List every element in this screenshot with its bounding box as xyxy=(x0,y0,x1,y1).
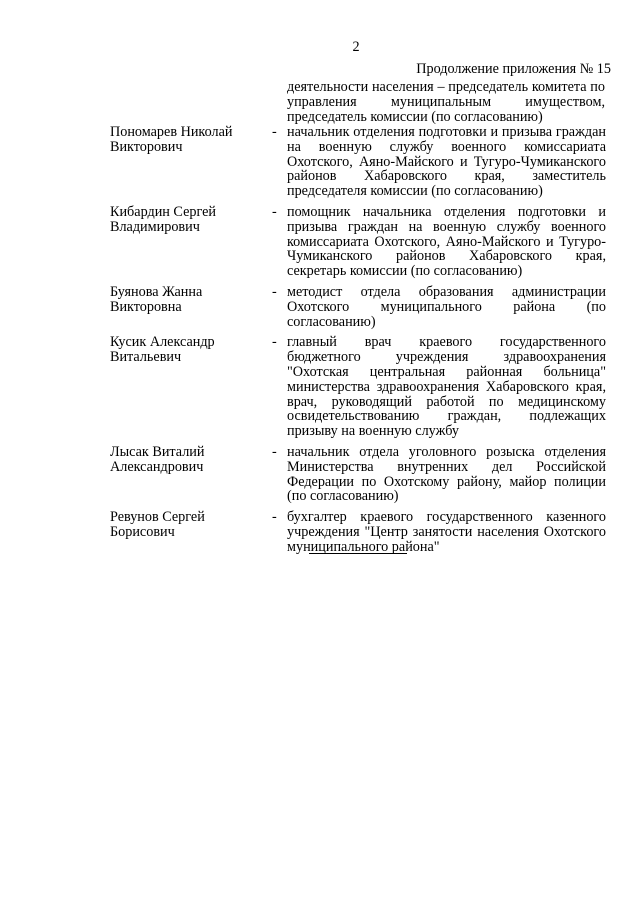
member-patronymic: Александрович xyxy=(110,458,204,475)
member-role: начальник отдела уголовного розыска отделения Министерства внутренних дел Российской Федерации по Охотскому району, майор полиции (по согласованию) xyxy=(287,443,606,505)
member-surname-name: Пономарев Николай xyxy=(110,124,233,140)
member-dash: - xyxy=(272,443,277,460)
page-number: 2 xyxy=(352,39,360,55)
member-role: помощник начальника отделения подготовки и призыва граждан на военную службу военного комиссариата Охотского, Аяно-Майского и Тугуро-Чумиканского районов Хабаровского края, секретарь комиссии (по согласованию) xyxy=(287,203,606,280)
end-rule xyxy=(309,553,407,554)
member-surname-name: Ревунов Сергей xyxy=(110,509,205,526)
member-patronymic: Витальевич xyxy=(110,349,182,366)
member-patronymic: Владимирович xyxy=(110,218,200,235)
appendix-note: Продолжение приложения № 15 xyxy=(416,61,611,77)
member-role: главный врач краевого государственного бюджетного учреждения здравоохранения "Охотская центральная районная больница" министерства здравоохранения Хабаровского края, врач, руководящий работой по медицинскому освидетельствованию граждан, подлежащих призыву на военную службу xyxy=(287,334,606,440)
member-name xyxy=(110,445,266,504)
member-entry xyxy=(110,285,606,329)
member-dash: - xyxy=(272,283,277,300)
member-entry xyxy=(110,510,606,554)
member-dash: - xyxy=(272,509,277,526)
member-dash: - xyxy=(272,124,277,140)
member-entry xyxy=(110,125,606,199)
member-name xyxy=(110,285,266,329)
member-surname-name: Буянова Жанна xyxy=(110,283,203,300)
member-name xyxy=(110,335,266,439)
member-dash: - xyxy=(272,334,277,351)
member-role: методист отдела образования администрации Охотского муниципального района (по согласованию) xyxy=(287,283,606,330)
member-name xyxy=(110,205,266,279)
member-entry xyxy=(110,205,606,279)
member-entry xyxy=(110,445,606,504)
member-surname-name: Кибардин Сергей xyxy=(110,203,216,220)
member-name xyxy=(110,125,266,199)
member-patronymic: Викторович xyxy=(110,138,183,155)
member-name xyxy=(110,510,266,554)
members-list xyxy=(110,125,606,561)
member-role: начальник отделения подготовки и призыва граждан на военную службу военного комиссариата Охотского, Аяно-Майского и Тугуро-Чумиканского районов Хабаровского края, заместитель председателя комиссии (по согласованию) xyxy=(287,124,606,200)
member-patronymic: Викторовна xyxy=(110,298,182,315)
member-entry xyxy=(110,335,606,439)
member-surname-name: Лысак Виталий xyxy=(110,443,205,460)
member-patronymic: Борисович xyxy=(110,523,175,540)
member-surname-name: Кусик Александр xyxy=(110,334,215,351)
lead-text: деятельности населения – председатель комитета по управления муниципальным имуществом, председатель комиссии (по согласованию) xyxy=(287,79,605,125)
member-dash: - xyxy=(272,203,277,220)
member-role: бухгалтер краевого государственного казенного учреждения "Центр занятости населения Охотского муниципального района" xyxy=(287,509,606,555)
